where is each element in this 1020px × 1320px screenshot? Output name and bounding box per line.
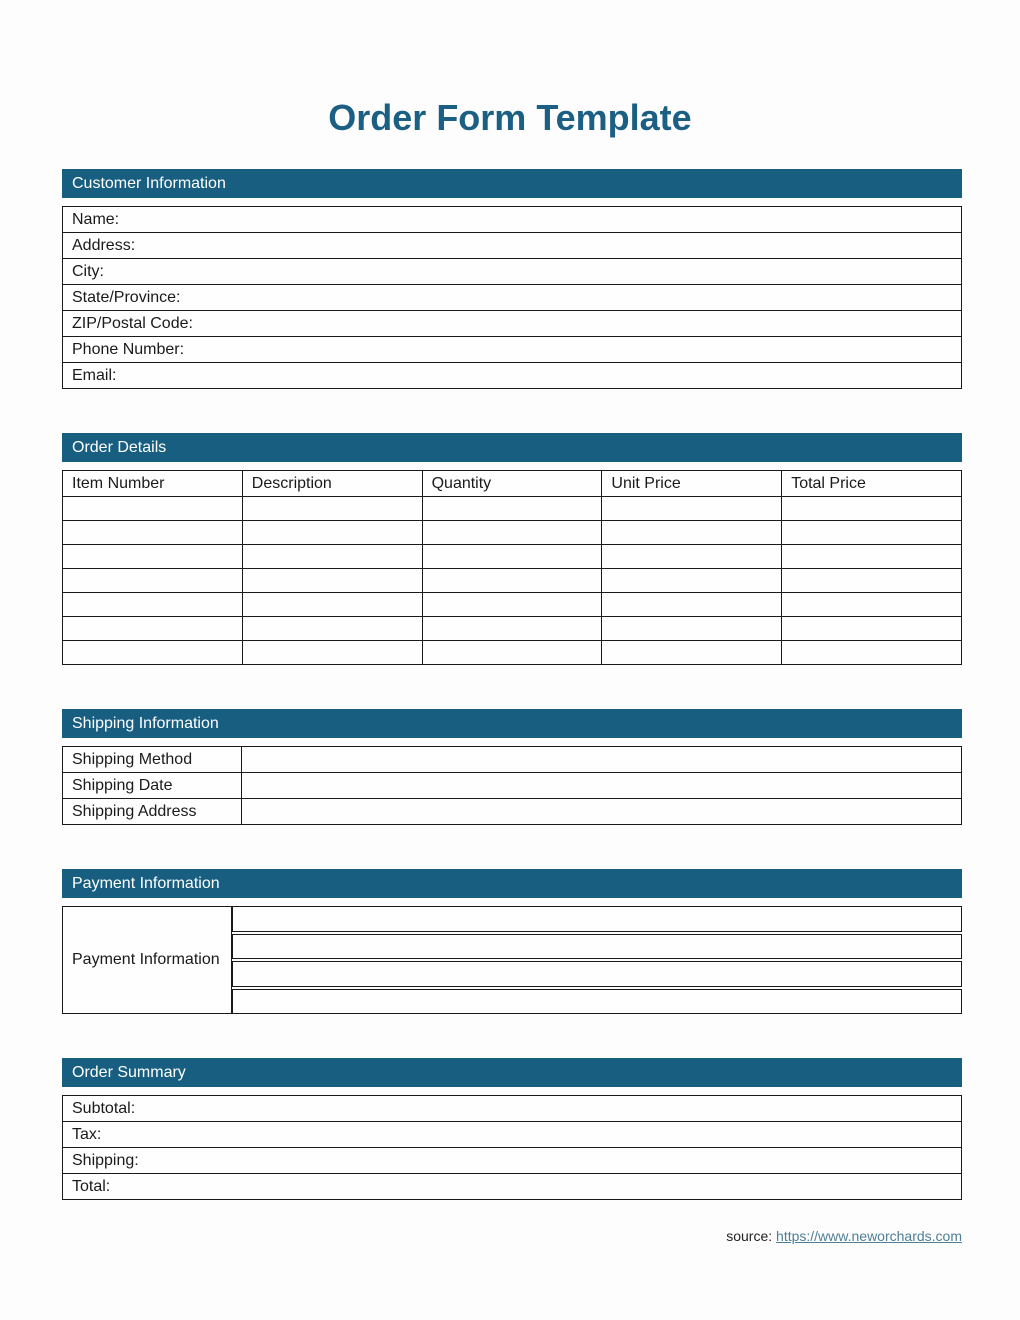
empty-payment-field bbox=[232, 989, 962, 1015]
empty-order-cell bbox=[422, 593, 602, 617]
table-row bbox=[63, 545, 962, 569]
empty-order-cell bbox=[782, 545, 962, 569]
empty-order-cell bbox=[422, 545, 602, 569]
shipping-information-section bbox=[62, 709, 962, 825]
phone-number-field: Phone Number: bbox=[63, 337, 962, 363]
table-row bbox=[63, 747, 962, 773]
empty-order-cell bbox=[422, 569, 602, 593]
empty-order-cell bbox=[63, 593, 243, 617]
email-field: Email: bbox=[63, 363, 962, 389]
shipping-information-table bbox=[62, 746, 962, 825]
shipping-total-field: Shipping: bbox=[63, 1148, 962, 1174]
table-row bbox=[63, 521, 962, 545]
empty-order-cell bbox=[782, 593, 962, 617]
state-province-field: State/Province: bbox=[63, 285, 962, 311]
empty-order-cell bbox=[782, 521, 962, 545]
payment-information-table bbox=[62, 906, 962, 1014]
empty-order-cell bbox=[242, 521, 422, 545]
empty-order-cell bbox=[602, 545, 782, 569]
empty-order-cell bbox=[63, 497, 243, 521]
empty-order-cell bbox=[242, 497, 422, 521]
city-field: City: bbox=[63, 259, 962, 285]
source-link[interactable]: https://www.neworchards.com bbox=[776, 1228, 962, 1244]
empty-order-cell bbox=[63, 617, 243, 641]
table-header-row bbox=[63, 471, 962, 497]
shipping-method-label: Shipping Method bbox=[63, 747, 242, 773]
empty-order-cell bbox=[242, 641, 422, 665]
payment-fields bbox=[232, 906, 962, 1014]
shipping-method-value bbox=[242, 747, 962, 773]
table-row bbox=[63, 363, 962, 389]
order-summary-header-bar: Order Summary bbox=[62, 1058, 962, 1087]
table-row bbox=[63, 569, 962, 593]
column-header-description: Description bbox=[242, 471, 422, 497]
address-field: Address: bbox=[63, 233, 962, 259]
customer-information-header-bar: Customer Information bbox=[62, 169, 962, 198]
column-header-unit-price: Unit Price bbox=[602, 471, 782, 497]
column-header-item-number: Item Number bbox=[63, 471, 243, 497]
table-row bbox=[63, 773, 962, 799]
column-header-quantity: Quantity bbox=[422, 471, 602, 497]
shipping-address-value bbox=[242, 799, 962, 825]
payment-information-label: Payment Information bbox=[62, 906, 232, 1014]
table-row bbox=[63, 1096, 962, 1122]
order-summary-section bbox=[62, 1058, 962, 1200]
empty-payment-field bbox=[232, 934, 962, 960]
table-row bbox=[63, 1122, 962, 1148]
column-header-total-price: Total Price bbox=[782, 471, 962, 497]
name-field: Name: bbox=[63, 207, 962, 233]
empty-order-cell bbox=[242, 593, 422, 617]
shipping-date-label: Shipping Date bbox=[63, 773, 242, 799]
empty-order-cell bbox=[602, 521, 782, 545]
table-row bbox=[63, 617, 962, 641]
empty-order-cell bbox=[422, 641, 602, 665]
empty-payment-field bbox=[232, 961, 962, 987]
empty-order-cell bbox=[63, 545, 243, 569]
empty-order-cell bbox=[782, 641, 962, 665]
payment-information-header-bar: Payment Information bbox=[62, 869, 962, 898]
order-details-section bbox=[62, 433, 962, 665]
shipping-date-value bbox=[242, 773, 962, 799]
empty-order-cell bbox=[782, 617, 962, 641]
empty-order-cell bbox=[63, 521, 243, 545]
table-row bbox=[63, 1148, 962, 1174]
zip-postal-code-field: ZIP/Postal Code: bbox=[63, 311, 962, 337]
page-content bbox=[0, 169, 1020, 1200]
empty-order-cell bbox=[602, 497, 782, 521]
table-row bbox=[63, 593, 962, 617]
empty-payment-field bbox=[232, 906, 962, 932]
customer-information-section bbox=[62, 169, 962, 389]
order-details-table bbox=[62, 470, 962, 665]
empty-order-cell bbox=[422, 617, 602, 641]
source-label: source: bbox=[726, 1228, 773, 1244]
tax-field: Tax: bbox=[63, 1122, 962, 1148]
shipping-address-label: Shipping Address bbox=[63, 799, 242, 825]
total-field: Total: bbox=[63, 1174, 962, 1200]
order-summary-table bbox=[62, 1095, 962, 1200]
table-row bbox=[63, 311, 962, 337]
table-row bbox=[63, 1174, 962, 1200]
table-row bbox=[63, 799, 962, 825]
customer-information-table bbox=[62, 206, 962, 389]
empty-order-cell bbox=[63, 569, 243, 593]
payment-information-section bbox=[62, 869, 962, 1014]
table-row bbox=[63, 233, 962, 259]
empty-order-cell bbox=[242, 569, 422, 593]
page-title: Order Form Template bbox=[328, 97, 692, 138]
table-row bbox=[63, 497, 962, 521]
table-row bbox=[63, 207, 962, 233]
subtotal-field: Subtotal: bbox=[63, 1096, 962, 1122]
table-row bbox=[63, 259, 962, 285]
empty-order-cell bbox=[782, 569, 962, 593]
empty-order-cell bbox=[602, 593, 782, 617]
table-row bbox=[63, 285, 962, 311]
empty-order-cell bbox=[242, 617, 422, 641]
empty-order-cell bbox=[602, 617, 782, 641]
table-row bbox=[63, 337, 962, 363]
shipping-information-header-bar: Shipping Information bbox=[62, 709, 962, 738]
empty-order-cell bbox=[63, 641, 243, 665]
empty-order-cell bbox=[422, 497, 602, 521]
order-details-header-bar: Order Details bbox=[62, 433, 962, 462]
empty-order-cell bbox=[602, 569, 782, 593]
empty-order-cell bbox=[602, 641, 782, 665]
empty-order-cell bbox=[422, 521, 602, 545]
empty-order-cell bbox=[242, 545, 422, 569]
empty-order-cell bbox=[782, 497, 962, 521]
source-attribution bbox=[0, 1228, 1020, 1244]
table-row bbox=[63, 641, 962, 665]
